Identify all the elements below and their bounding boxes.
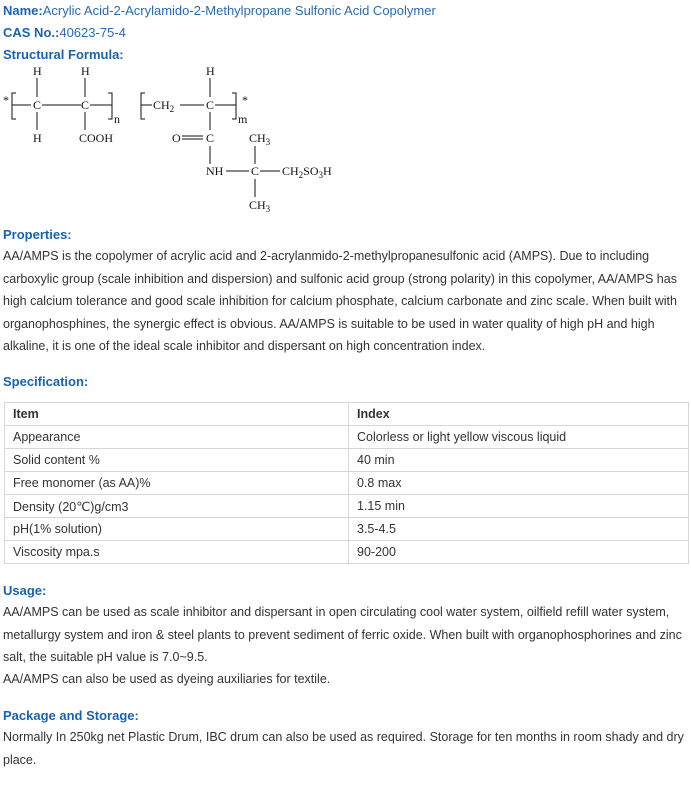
product-cas [3,25,126,40]
product-name [3,3,436,18]
structural-formula-diagram [0,60,360,220]
specification-table [4,402,689,564]
table-header-row [5,403,689,426]
table-cell-index: 3.5-4.5 [349,518,689,541]
subscript-m: m [238,112,248,126]
formula-c2: C [81,98,90,112]
table-cell-item: Appearance [5,426,349,449]
formula-ch3-bottom: $CH_3$ [249,198,271,214]
bracket-m-right [232,93,236,119]
table-cell-item: pH(1% solution) [5,518,349,541]
column-header-index: Index [349,403,689,426]
formula-star-left: * [3,93,9,107]
cas-value: 40623-75-4 [59,25,126,40]
formula-star-right: * [242,93,248,107]
usage-text-1: AA/AMPS can be used as scale inhibitor and dispersant in open circulating cool water system, oilfield refill water system, metallurgy system and iron & steel plants to prevent sediment of ferric oxide. When built with organophosphorines and zinc salt, the suitable pH value is 7.0~9.5. [3,605,682,664]
formula-h4: H [206,64,215,78]
formula-c1: C [33,98,42,112]
name-label: Name: [3,3,43,18]
formula-h3: H [81,64,90,78]
formula-c3: C [206,98,215,112]
package-text: Normally In 250kg net Plastic Drum, IBC drum can also be used as required. Storage for ten months in room shady and dry place. [3,730,684,767]
table-cell-item: Solid content % [5,449,349,472]
table-row [5,541,689,564]
table-cell-index: 0.8 max [349,472,689,495]
formula-cooh: COOH [79,131,114,145]
usage-text-2: AA/AMPS can also be used as dyeing auxiliaries for textile. [3,672,331,686]
name-value: Acrylic Acid-2-Acrylamido-2-Methylpropane Sulfonic Acid Copolymer [42,3,436,18]
formula-ch2: $CH_2$ [153,98,175,114]
formula-label: Structural Formula: [3,47,124,62]
table-cell-index: 90-200 [349,541,689,564]
specification-heading: Specification: [3,374,89,389]
formula-h2: H [33,131,42,145]
usage-heading: Usage: [3,583,47,598]
formula-ch3-top: $CH_3$ [249,131,271,147]
bracket-n-left [12,93,16,119]
bracket-n-right [108,93,112,119]
bracket-m-left [141,93,145,119]
table-cell-index: Colorless or light yellow viscous liquid [349,426,689,449]
table-row [5,495,689,518]
table-cell-item: Viscosity mpa.s [5,541,349,564]
table-row [5,426,689,449]
properties-text: AA/AMPS is the copolymer of acrylic acid and 2-acrylanmido-2-methylpropanesulfonic acid (AMPS). Due to including carboxylic group (scale inhibition and dispersion) and sulfonic acid group (strong polarity) in this copolymer, AA/AMPS has high calcium tolerance and good scale inhibition for calcium phosphate, calcium carbonate and zinc scale. When built with organophosphines, the synergic effect is obvious. AA/AMPS is suitable to be used in water quality of high pH and high alkaline, it is one of the ideal scale inhibitor and dispersant on high concentration index. [3,249,677,353]
formula-h1: H [33,64,42,78]
table-row [5,449,689,472]
subscript-n: n [114,112,120,126]
table-row [5,472,689,495]
table-cell-index: 1.15 min [349,495,689,518]
column-header-item: Item [5,403,349,426]
table-cell-item: Free monomer (as AA)% [5,472,349,495]
table-cell-item: Density (20℃)g/cm3 [5,495,349,518]
formula-c5: C [251,164,260,178]
table-cell-index: 40 min [349,449,689,472]
cas-label: CAS No.: [3,25,60,40]
formula-o: O [172,131,181,145]
formula-ch2so3h: $CH_2SO_3H$ [282,164,332,180]
package-heading: Package and Storage: [3,708,139,723]
properties-heading: Properties: [3,227,72,242]
formula-nh: NH [206,164,224,178]
formula-c4: C [206,131,215,145]
table-row [5,518,689,541]
